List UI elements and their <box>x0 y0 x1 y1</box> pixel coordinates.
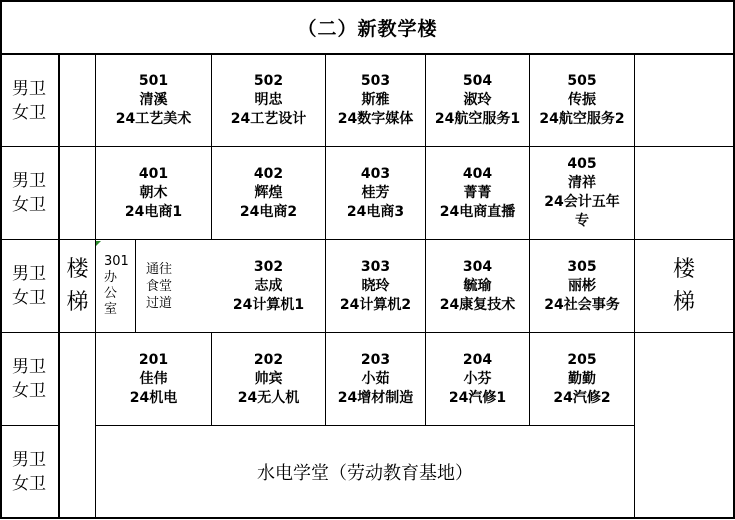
room-number: 205 <box>567 351 597 368</box>
hall-floor1 <box>96 426 634 517</box>
room-class: 24电商1 <box>124 203 183 220</box>
room-teacher: 帅宾 <box>254 370 283 387</box>
room-teacher: 斯雅 <box>361 92 390 108</box>
room-class: 24汽修2 <box>553 389 611 406</box>
room-202 <box>212 333 325 425</box>
room-class: 24康复技术 <box>439 296 516 313</box>
room-302 <box>212 240 325 332</box>
room-class: 24增材制造 <box>337 389 414 406</box>
room-class: 24计算机2 <box>339 296 412 313</box>
room-teacher: 小芬 <box>463 370 492 387</box>
room-class: 24计算机1 <box>232 296 305 313</box>
room-number: 402 <box>253 165 284 182</box>
room-number: 502 <box>253 73 284 89</box>
room-304 <box>426 240 529 332</box>
room-teacher: 清溪 <box>139 92 168 108</box>
room-504 <box>426 55 529 146</box>
room-204 <box>426 333 529 425</box>
room-class: 24数字媒体 <box>337 111 414 127</box>
room-teacher: 丽彬 <box>568 277 596 294</box>
office-301 <box>96 240 135 332</box>
room-number: 201 <box>138 351 169 368</box>
room-class: 24电商3 <box>346 203 405 220</box>
passage-text: 过道 <box>146 295 173 311</box>
room-class: 24电商2 <box>239 203 298 220</box>
room-class: 24会计五年 <box>544 194 620 210</box>
room-404 <box>426 147 529 239</box>
room-teacher: 毓瑜 <box>463 277 492 294</box>
stairs-left-char: 楼 <box>66 257 89 282</box>
room-teacher: 朝木 <box>139 184 168 201</box>
men-restroom-label: 男卫 <box>12 357 46 377</box>
room-class: 24工艺美术 <box>115 111 192 127</box>
room-405 <box>530 147 634 239</box>
office-text: 公 <box>104 286 118 301</box>
stairs-left-char: 梯 <box>66 290 89 315</box>
room-503 <box>326 55 425 146</box>
room-number: 501 <box>138 73 169 89</box>
page-title <box>2 2 733 53</box>
room-number: 504 <box>462 73 493 89</box>
office-text: 室 <box>104 302 118 317</box>
stairs-right <box>635 55 733 517</box>
men-restroom-label: 男卫 <box>12 264 46 284</box>
room-number: 505 <box>567 73 597 89</box>
stairs-left <box>60 55 95 517</box>
room-teacher: 辉煌 <box>254 184 283 201</box>
room-class: 24社会事务 <box>544 296 620 313</box>
men-restroom-label: 男卫 <box>12 449 46 470</box>
grid-line <box>0 517 735 519</box>
room-505 <box>530 55 634 146</box>
room-401 <box>96 147 211 239</box>
room-class: 24无人机 <box>237 389 300 406</box>
room-501 <box>96 55 211 146</box>
room-305 <box>530 240 634 332</box>
room-teacher: 菁菁 <box>463 184 492 201</box>
room-teacher: 清祥 <box>568 175 596 191</box>
room-teacher: 小茹 <box>361 370 390 387</box>
room-teacher: 勤勤 <box>568 370 596 387</box>
restroom-floor3 <box>2 240 58 332</box>
room-number: 302 <box>253 258 284 275</box>
room-203 <box>326 333 425 425</box>
room-class: 24航空服务2 <box>539 111 625 127</box>
room-number: 203 <box>360 351 391 368</box>
room-number: 401 <box>138 165 169 182</box>
room-402 <box>212 147 325 239</box>
room-201 <box>96 333 211 425</box>
room-number: 503 <box>360 73 391 89</box>
hall-label: 水电学堂（劳动教育基地） <box>257 462 473 484</box>
room-teacher: 传振 <box>568 92 596 108</box>
women-restroom-label: 女卫 <box>12 195 46 215</box>
room-teacher: 淑玲 <box>463 92 492 108</box>
room-number: 405 <box>567 156 597 172</box>
room-303 <box>326 240 425 332</box>
room-number: 303 <box>360 258 391 275</box>
restroom-floor5 <box>2 55 58 146</box>
room-class: 24机电 <box>129 389 178 406</box>
stairs-right-char: 梯 <box>672 290 695 315</box>
room-teacher: 晓玲 <box>361 277 390 294</box>
room-class-continued: 专 <box>575 213 589 229</box>
men-restroom-label: 男卫 <box>12 78 46 99</box>
room-class: 24电商直播 <box>439 203 516 220</box>
women-restroom-label: 女卫 <box>12 473 46 494</box>
passage-text: 通往 <box>146 261 173 277</box>
room-502 <box>212 55 325 146</box>
canteen-passage <box>136 240 211 332</box>
restroom-floor2 <box>2 333 58 425</box>
room-teacher: 佳伟 <box>139 370 168 387</box>
stairs-right-char: 楼 <box>672 257 695 282</box>
restroom-floor1 <box>2 426 58 517</box>
women-restroom-label: 女卫 <box>12 288 46 308</box>
women-restroom-label: 女卫 <box>12 381 46 401</box>
room-205 <box>530 333 634 425</box>
room-number: 305 <box>567 258 597 275</box>
page-title-text: （二）新教学楼 <box>297 18 438 40</box>
women-restroom-label: 女卫 <box>12 102 46 123</box>
office-text: 301 <box>104 254 129 269</box>
room-number: 404 <box>462 165 493 182</box>
room-teacher: 桂芳 <box>361 184 390 201</box>
room-number: 304 <box>462 258 493 275</box>
men-restroom-label: 男卫 <box>12 171 46 191</box>
room-teacher: 明忠 <box>254 92 283 108</box>
room-class: 24工艺设计 <box>230 111 307 127</box>
office-text: 办 <box>104 270 118 285</box>
room-class: 24航空服务1 <box>434 111 521 127</box>
room-class: 24汽修1 <box>448 389 507 406</box>
room-teacher: 志成 <box>254 277 283 294</box>
room-403 <box>326 147 425 239</box>
room-number: 403 <box>360 165 391 182</box>
room-number: 204 <box>462 351 493 368</box>
restroom-floor4 <box>2 147 58 239</box>
passage-text: 食堂 <box>146 278 173 294</box>
room-number: 202 <box>253 351 284 368</box>
